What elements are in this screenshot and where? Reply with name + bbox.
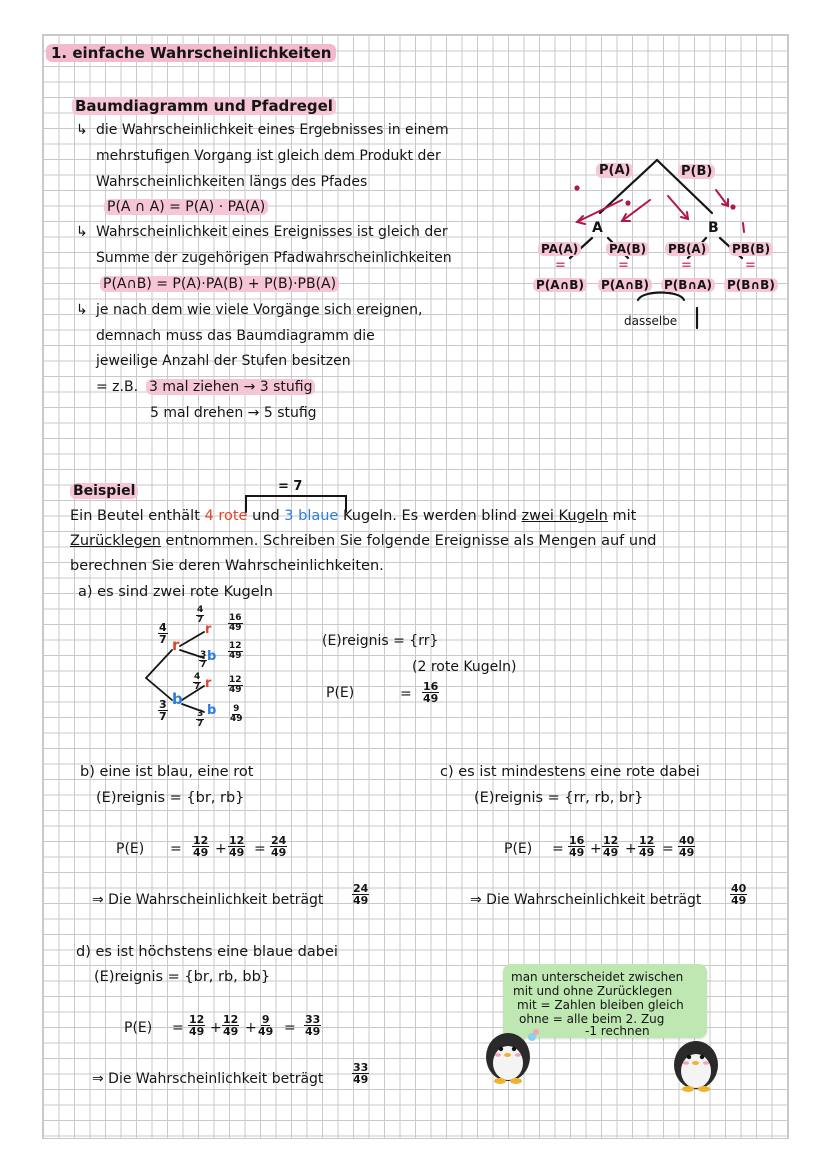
c-result: $\frac{40}{49}$ — [679, 834, 695, 859]
d-plus-2: + — [245, 1020, 257, 1036]
penguin-right-icon — [668, 1033, 724, 1093]
bullet3-line3: jeweilige Anzahl der Stufen besitzen — [96, 353, 351, 369]
tree-pb: P(B) — [678, 163, 715, 181]
a-res-br: $\frac{12}{49}$ — [229, 675, 242, 695]
part-b-title: b) eine ist blau, eine rot — [80, 764, 254, 780]
a-frac-rb: $\frac{3}{7}$ — [200, 650, 207, 670]
d-eq2: = — [284, 1020, 296, 1036]
a-pe: P(E) — [326, 685, 355, 701]
tree-result-1: P(A∩B) — [533, 276, 587, 294]
tree-eq-3: = — [681, 258, 692, 273]
b-eq: = — [170, 841, 182, 857]
example-2: 5 mal drehen → 5 stufig — [150, 405, 317, 421]
a-res-rr: $\frac{16}{49}$ — [229, 613, 242, 633]
a-frac-bb: $\frac{3}{7}$ — [197, 709, 204, 729]
tree-result-2: P(A∩B) — [598, 276, 652, 294]
tree-node-b: B — [708, 220, 719, 236]
a-ereignis: (E)reignis = {rr} — [322, 633, 439, 649]
tree-pa-b: PA(B) — [606, 240, 649, 258]
b-result: $\frac{24}{49}$ — [271, 834, 287, 859]
b-eq2: = — [254, 841, 266, 857]
a-note: (2 rote Kugeln) — [412, 659, 517, 675]
penguin-left-icon — [480, 1025, 540, 1085]
beispiel-line2: Zurücklegen entnommen. Schreiben Sie folgende Ereignisse als Mengen auf und — [70, 533, 657, 549]
bullet1-line2: mehrstufigen Vorgang ist gleich dem Produkt der — [96, 148, 441, 164]
tree-node-a: A — [592, 220, 603, 236]
d-plus-1: + — [210, 1020, 222, 1036]
tree-pb-b: PB(B) — [729, 240, 773, 258]
c-plus-1: + — [590, 841, 602, 857]
bullet1-line3: Wahrscheinlichkeiten längs des Pfades — [96, 174, 368, 190]
c-term-3: $\frac{12}{49}$ — [639, 834, 655, 859]
c-eq2: = — [662, 841, 674, 857]
a-eq: = — [400, 686, 412, 702]
note-line-3: mit = Zahlen bleiben gleich — [517, 998, 684, 1012]
d-result: $\frac{33}{49}$ — [305, 1013, 321, 1038]
a-frac-b1: $\frac{3}{7}$ — [159, 698, 167, 723]
d-ereignis: (E)reignis = {br, rb, bb} — [94, 969, 271, 985]
note-line-5: -1 rechnen — [585, 1024, 650, 1038]
tree-pa-a: PA(A) — [538, 240, 581, 258]
beispiel-line3: berechnen Sie deren Wahrscheinlichkeiten. — [70, 558, 384, 574]
brace-label: = 7 — [278, 479, 303, 494]
note-line-4: ohne = alle beim 2. Zug — [519, 1012, 665, 1026]
a-leaf-bb: b — [207, 703, 217, 718]
note-line-1: man unterscheidet zwischen — [511, 970, 684, 984]
a-res-rb: $\frac{12}{49}$ — [229, 641, 242, 661]
c-pe: P(E) — [504, 841, 533, 857]
c-ereignis: (E)reignis = {rr, rb, br} — [474, 790, 644, 806]
b-ereignis: (E)reignis = {br, rb} — [96, 790, 245, 806]
b-term-1: $\frac{12}{49}$ — [193, 834, 209, 859]
a-leaf-rr: r — [205, 622, 212, 637]
d-eq: = — [172, 1020, 184, 1036]
d-term-1: $\frac{12}{49}$ — [189, 1013, 205, 1038]
tree-pa: P(A) — [596, 162, 633, 180]
example-1: 3 mal ziehen → 3 stufig — [146, 378, 315, 396]
b-term-2: $\frac{12}{49}$ — [229, 834, 245, 859]
c-plus-2: + — [625, 841, 637, 857]
tree-eq-4: = — [745, 258, 756, 273]
part-d-title: d) es ist höchstens eine blaue dabei — [76, 944, 338, 960]
tree-dasselbe: dasselbe — [624, 314, 678, 328]
tree-result-4: P(B∩B) — [724, 276, 778, 294]
bullet1-line1: die Wahrscheinlichkeit eines Ergebnisses in einem — [96, 122, 449, 138]
c-term-1: $\frac{16}{49}$ — [569, 834, 585, 859]
tree-eq-2: = — [618, 258, 629, 273]
b-conclusion: ⇒ Die Wahrscheinlichkeit beträgt — [92, 892, 324, 908]
bullet-arrow-1: ↳ — [76, 122, 88, 138]
part-a-title: a) es sind zwei rote Kugeln — [78, 584, 273, 600]
tree-eq-1: = — [555, 258, 566, 273]
bullet-arrow-3: ↳ — [76, 302, 88, 318]
a-frac-br: $\frac{4}{7}$ — [194, 672, 201, 692]
d-pe: P(E) — [124, 1020, 153, 1036]
a-node-r: r — [172, 636, 180, 654]
d-term-2: $\frac{12}{49}$ — [223, 1013, 239, 1038]
a-leaf-rb: b — [207, 649, 217, 664]
a-leaf-br: r — [205, 676, 212, 691]
d-term-3: $\frac{9}{49}$ — [258, 1013, 274, 1038]
part-c-title: c) es ist mindestens eine rote dabei — [440, 764, 700, 780]
baum-heading: Baumdiagramm und Pfadregel — [72, 97, 336, 115]
bullet-arrow-2: ↳ — [76, 224, 88, 240]
a-node-b: b — [172, 690, 183, 708]
a-frac-rr: $\frac{4}{7}$ — [197, 605, 204, 625]
a-res-bb: $\frac{9}{49}$ — [230, 704, 243, 724]
b-conclusion-value: $\frac{24}{49}$ — [353, 882, 369, 907]
c-term-2: $\frac{12}{49}$ — [603, 834, 619, 859]
formula-1: P(A ∩ A) = P(A) · PA(A) — [104, 198, 268, 216]
tree-result-3: P(B∩A) — [661, 276, 715, 294]
b-pe: P(E) — [116, 841, 145, 857]
a-frac-r1: $\frac{4}{7}$ — [159, 621, 167, 646]
bullet3-line2: demnach muss das Baumdiagramm die — [96, 328, 375, 344]
c-conclusion-value: $\frac{40}{49}$ — [731, 882, 747, 907]
a-value: $\frac{16}{49}$ — [423, 680, 439, 705]
bullet2-line2: Summe der zugehörigen Pfadwahrscheinlichkeiten — [96, 250, 452, 266]
note-line-2: mit und ohne Zurücklegen — [513, 984, 673, 998]
section-title: 1. einfache Wahrscheinlichkeiten — [46, 44, 336, 62]
beispiel-heading: Beispiel — [70, 482, 138, 500]
b-plus: + — [215, 841, 227, 857]
formula-2: P(A∩B) = P(A)·PA(B) + P(B)·PB(A) — [100, 275, 339, 293]
d-conclusion-value: $\frac{33}{49}$ — [353, 1061, 369, 1086]
tree-pb-a: PB(A) — [665, 240, 709, 258]
c-conclusion: ⇒ Die Wahrscheinlichkeit beträgt — [470, 892, 702, 908]
example-prefix: = z.B. — [96, 379, 139, 395]
c-eq: = — [552, 841, 564, 857]
d-conclusion: ⇒ Die Wahrscheinlichkeit beträgt — [92, 1071, 324, 1087]
beispiel-line1: Ein Beutel enthält 4 rote und 3 blaue Kugeln. Es werden blind zwei Kugeln mit — [70, 508, 637, 524]
bullet3-line1: je nach dem wie viele Vorgänge sich ereignen, — [96, 302, 423, 318]
bullet2-line1: Wahrscheinlichkeit eines Ereignisses ist gleich der — [96, 224, 448, 240]
